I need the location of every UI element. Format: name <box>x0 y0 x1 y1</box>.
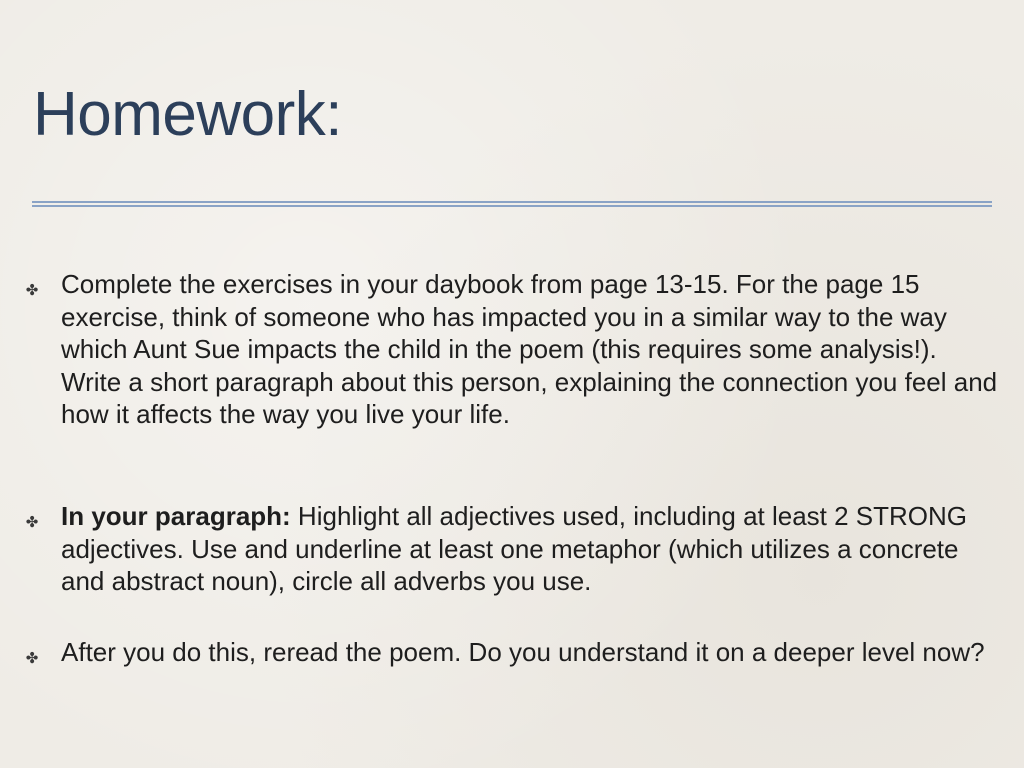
cross-bullet-icon: ✤ <box>25 649 39 667</box>
cross-bullet-icon: ✤ <box>25 513 39 531</box>
slide-title: Homework: <box>33 80 343 149</box>
bullet-text <box>61 268 1001 431</box>
title-divider <box>32 201 992 207</box>
bullet-text-body: Complete the exercises in your daybook from page 13-15. For the page 15 exercise, think of someone who has impacted you in a similar way to the way which Aunt Sue impacts the child in the poem (this requires some analysis!). Write a short paragraph about this person, explaining the connection you feel and how it affects the way you live your life. <box>61 269 998 429</box>
bullet-text-body: Highlight all adjectives used, including at least 2 STRONG adjectives. Use and underline at least one metaphor (which utilizes a concrete and abstract noun), circle all adverbs you use. <box>61 501 968 596</box>
cross-bullet-icon: ✤ <box>25 281 39 299</box>
bullet-text <box>61 500 1001 598</box>
bullet-text-body: After you do this, reread the poem. Do you understand it on a deeper level now? <box>61 637 985 667</box>
bullet-text <box>61 636 1001 669</box>
bullet-text-bold: In your paragraph: <box>61 501 291 531</box>
